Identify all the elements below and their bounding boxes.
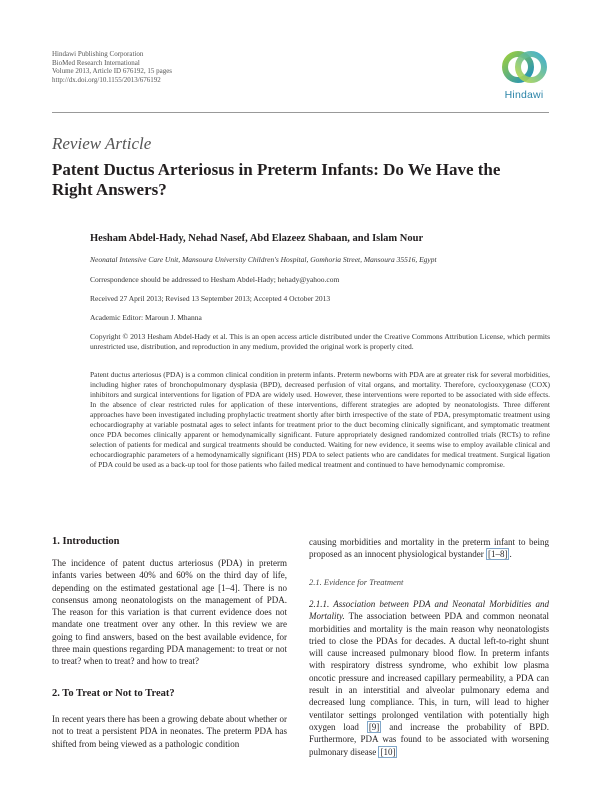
article-type: Review Article [52,134,152,153]
correspondence: Correspondence should be addressed to Hesham Abdel-Hady; hehady@yahoo.com [90,275,340,284]
evidence-text-continued: and increase the probability of BPD. Furthermore, PDA was found to be associated with worsening pulmonary disease [309,721,549,757]
doi-link[interactable]: http://dx.doi.org/10.1155/2013/676192 [52,75,161,84]
subsubsection-title: 2.1.1. Association between PDA and Neonatal Morbidities and Mortality. [309,599,549,622]
citation-link[interactable]: [9] [368,721,380,732]
publication-dates: Received 27 April 2013; Revised 13 September 2013; Accepted 4 October 2013 [90,294,331,303]
intro-paragraph: The incidence of patent ductus arteriosus (PDA) in preterm infants varies between 40% and 60% on the third day of life, depending on the estimated gestational age [1–4]. There is no consensus among neonatologists on the management of PDA. The reason for this variation is that current evidence does not mandate one treatment over any other. In this review we are going to find answers, based on the best available evidence, for three main questions regarding PDA management: to treat or not to treat? when to treat? and how to treat? [52,558,287,667]
continued-paragraph [309,536,549,561]
volume-info: Volume 2013, Article ID 676192, 15 pages [52,67,173,76]
section-heading-to-treat: 2. To Treat or Not to Treat? [52,688,175,699]
continued-text-end: . [509,549,512,560]
section-heading-introduction: 1. Introduction [52,536,120,547]
affiliation: Neonatal Intensive Care Unit, Mansoura University Children's Hospital, Gomhoria Street, Mansoura 35516, Egypt [90,255,437,264]
journal-name: BioMed Research International [52,58,140,67]
copyright-notice: Copyright © 2013 Hesham Abdel-Hady et al. This is an open access article distributed under the Creative Commons Attribution License, which permits unrestricted use, distribution, and reproduction in any medium, provided the original work is properly cited. [90,332,550,351]
header-divider [52,112,549,113]
publisher-name: Hindawi Publishing Corporation [52,50,144,58]
abstract: Patent ductus arteriosus (PDA) is a common clinical condition in preterm infants. Preterm newborns with PDA are at greater risk for several morbidities, including higher rates of bronchopulmonary dysplasia (BPD), decreased perfusion of vital organs, and mortality. Therefore, cyclooxygenase (COX) inhibitors and surgical interventions for ligation of PDA are widely used. However, these interventions were reported to be associated with side effects. In the absence of clear restricted rules for application of these interventions, different strategies are adopted by neonatologists. Three different approaches have been investigated including prophylactic treatment shortly after birth irrespective of the state of PDA, presymptomatic treatment using echocardiography at variable postnatal ages to select infants for treatment prior to the duct becoming clinically significant, and symptomatic treatment once PDA becomes clinically apparent or hemodynamically significant. Future appropriately designed randomized controlled trials (RCTs) to refine selection of patients for medical and surgical treatments should be conducted. Waiting for new evidence, it seems wise to employ available clinical and echocardiographic parameters of a hemodynamically significant (HS) PDA to select patients who are candidates for medical treatment. Surgical ligation of PDA could be used as a back-up tool for those patients who failed medical treatment and continued to have hemodynamic compromise. [90,370,550,469]
article-title: Patent Ductus Arteriosus in Preterm Infants: Do We Have the Right Answers? [52,160,501,199]
citation-link[interactable]: [1–8] [487,549,508,560]
journal-header [52,50,172,84]
evidence-paragraph [309,598,549,758]
to-treat-paragraph: In recent years there has been a growing debate about whether or not to treat a persistent PDA in neonates. The preterm PDA has shifted from being viewed as a pathologic condition [52,714,287,749]
continued-text: causing morbidities and mortality in the preterm infant to being proposed as an innocent physiological bystander [309,537,549,560]
citation-link[interactable]: [10] [380,746,396,757]
hindawi-logo-text: Hindawi [504,89,544,101]
author-list: Hesham Abdel-Hady, Nehad Nasef, Abd Elazeez Shabaan, and Islam Nour [90,233,424,244]
subsection-heading-evidence: 2.1. Evidence for Treatment [309,577,404,587]
academic-editor: Academic Editor: Maroun J. Mhanna [90,313,202,322]
evidence-text: The association between PDA and common neonatal morbidities and mortality is the main reason why neonatologists tried to close the PDAs for decades. A ductal left-to-right shunt will cause increased pulmonary blood flow. In preterm infants with respiratory distress syndrome, who exhibit low plasma oncotic pressure and increased capillary permeability, a PDA can result in an interstitial and alveolar pulmonary edema and decreased lung compliance. This, in turn, will lead to higher ventilator settings prolonged ventilation with potentially high oxygen load [309,611,549,732]
